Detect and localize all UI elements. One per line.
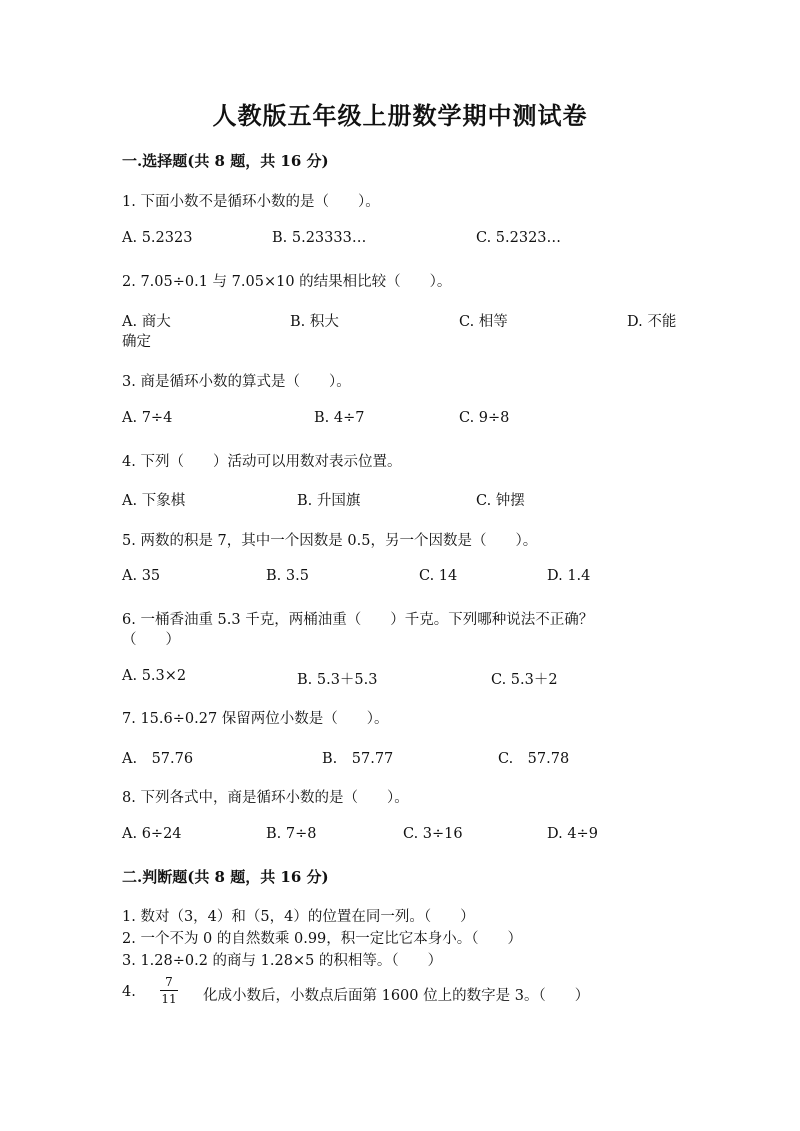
q6-option-b: B. 5.3＋5.3 bbox=[297, 672, 378, 688]
judgement-1: 1. 数对（3，4）和（5，4）的位置在同一列。（ ） bbox=[122, 909, 475, 925]
q2-option-c: C. 相等 bbox=[459, 314, 508, 330]
fraction-7-11 bbox=[160, 975, 178, 1006]
q2-option-b: B. 积大 bbox=[290, 314, 339, 330]
section-1-heading: 一.选择题(共 8 题，共 16 分) bbox=[122, 152, 329, 170]
judgement-4-number: 4. bbox=[122, 984, 136, 1000]
q6-option-a: A. 5.3×2 bbox=[122, 668, 187, 684]
question-6: 6. 一桶香油重 5.3 千克，两桶油重（ ）千克。下列哪种说法不正确？ bbox=[122, 612, 594, 628]
q3-option-a: A. 7÷4 bbox=[122, 410, 173, 426]
fraction-numerator: 7 bbox=[165, 975, 173, 989]
question-5: 5. 两数的积是 7，其中一个因数是 0.5，另一个因数是（ ）。 bbox=[122, 533, 538, 549]
q4-option-a: A. 下象棋 bbox=[122, 493, 186, 509]
q3-option-b: B. 4÷7 bbox=[314, 410, 365, 426]
q8-option-a: A. 6÷24 bbox=[122, 826, 182, 842]
q4-option-c: C. 钟摆 bbox=[476, 493, 525, 509]
fraction-bar bbox=[160, 990, 178, 991]
q5-option-b: B. 3.5 bbox=[266, 568, 309, 584]
q5-option-a: A. 35 bbox=[122, 568, 161, 584]
q6-option-c: C. 5.3＋2 bbox=[491, 672, 558, 688]
q1-option-a: A. 5.2323 bbox=[122, 230, 193, 246]
question-8: 8. 下列各式中，商是循环小数的是（ ）。 bbox=[122, 790, 409, 806]
question-6-continuation: （ ） bbox=[122, 632, 180, 648]
q5-option-d: D. 1.4 bbox=[547, 568, 591, 584]
q2-option-a: A. 商大 bbox=[122, 314, 171, 330]
page-title: 人教版五年级上册数学期中测试卷 bbox=[212, 101, 588, 130]
section-2-heading: 二.判断题(共 8 题，共 16 分) bbox=[122, 868, 329, 886]
q1-option-c: C. 5.2323… bbox=[476, 230, 562, 246]
q8-option-b: B. 7÷8 bbox=[266, 826, 317, 842]
q3-option-c: C. 9÷8 bbox=[459, 410, 510, 426]
q8-option-c: C. 3÷16 bbox=[403, 826, 463, 842]
q7-option-a: A. 57.76 bbox=[122, 751, 194, 767]
judgement-2: 2. 一个不为 0 的自然数乘 0.99，积一定比它本身小。（ ） bbox=[122, 931, 523, 947]
question-1: 1. 下面小数不是循环小数的是（ ）。 bbox=[122, 194, 380, 210]
q2-option-d: D. 不能 bbox=[627, 314, 677, 330]
q5-option-c: C. 14 bbox=[419, 568, 458, 584]
judgement-3: 3. 1.28÷0.2 的商与 1.28×5 的积相等。（ ） bbox=[122, 953, 443, 969]
fraction-denominator: 11 bbox=[161, 992, 177, 1006]
judgement-4-text: 化成小数后，小数点后面第 1600 位上的数字是 3。（ ） bbox=[203, 988, 590, 1004]
question-4: 4. 下列（ ）活动可以用数对表示位置。 bbox=[122, 454, 402, 470]
q7-option-c: C. 57.78 bbox=[498, 751, 570, 767]
question-3: 3. 商是循环小数的算式是（ ）。 bbox=[122, 374, 351, 390]
q8-option-d: D. 4÷9 bbox=[547, 826, 598, 842]
q4-option-b: B. 升国旗 bbox=[297, 493, 361, 509]
q2-option-d-continuation: 确定 bbox=[122, 334, 151, 350]
q1-option-b: B. 5.23333… bbox=[272, 230, 367, 246]
question-7: 7. 15.6÷0.27 保留两位小数是（ ）。 bbox=[122, 711, 389, 727]
question-2: 2. 7.05÷0.1 与 7.05×10 的结果相比较（ ）。 bbox=[122, 274, 452, 290]
q7-option-b: B. 57.77 bbox=[322, 751, 394, 767]
